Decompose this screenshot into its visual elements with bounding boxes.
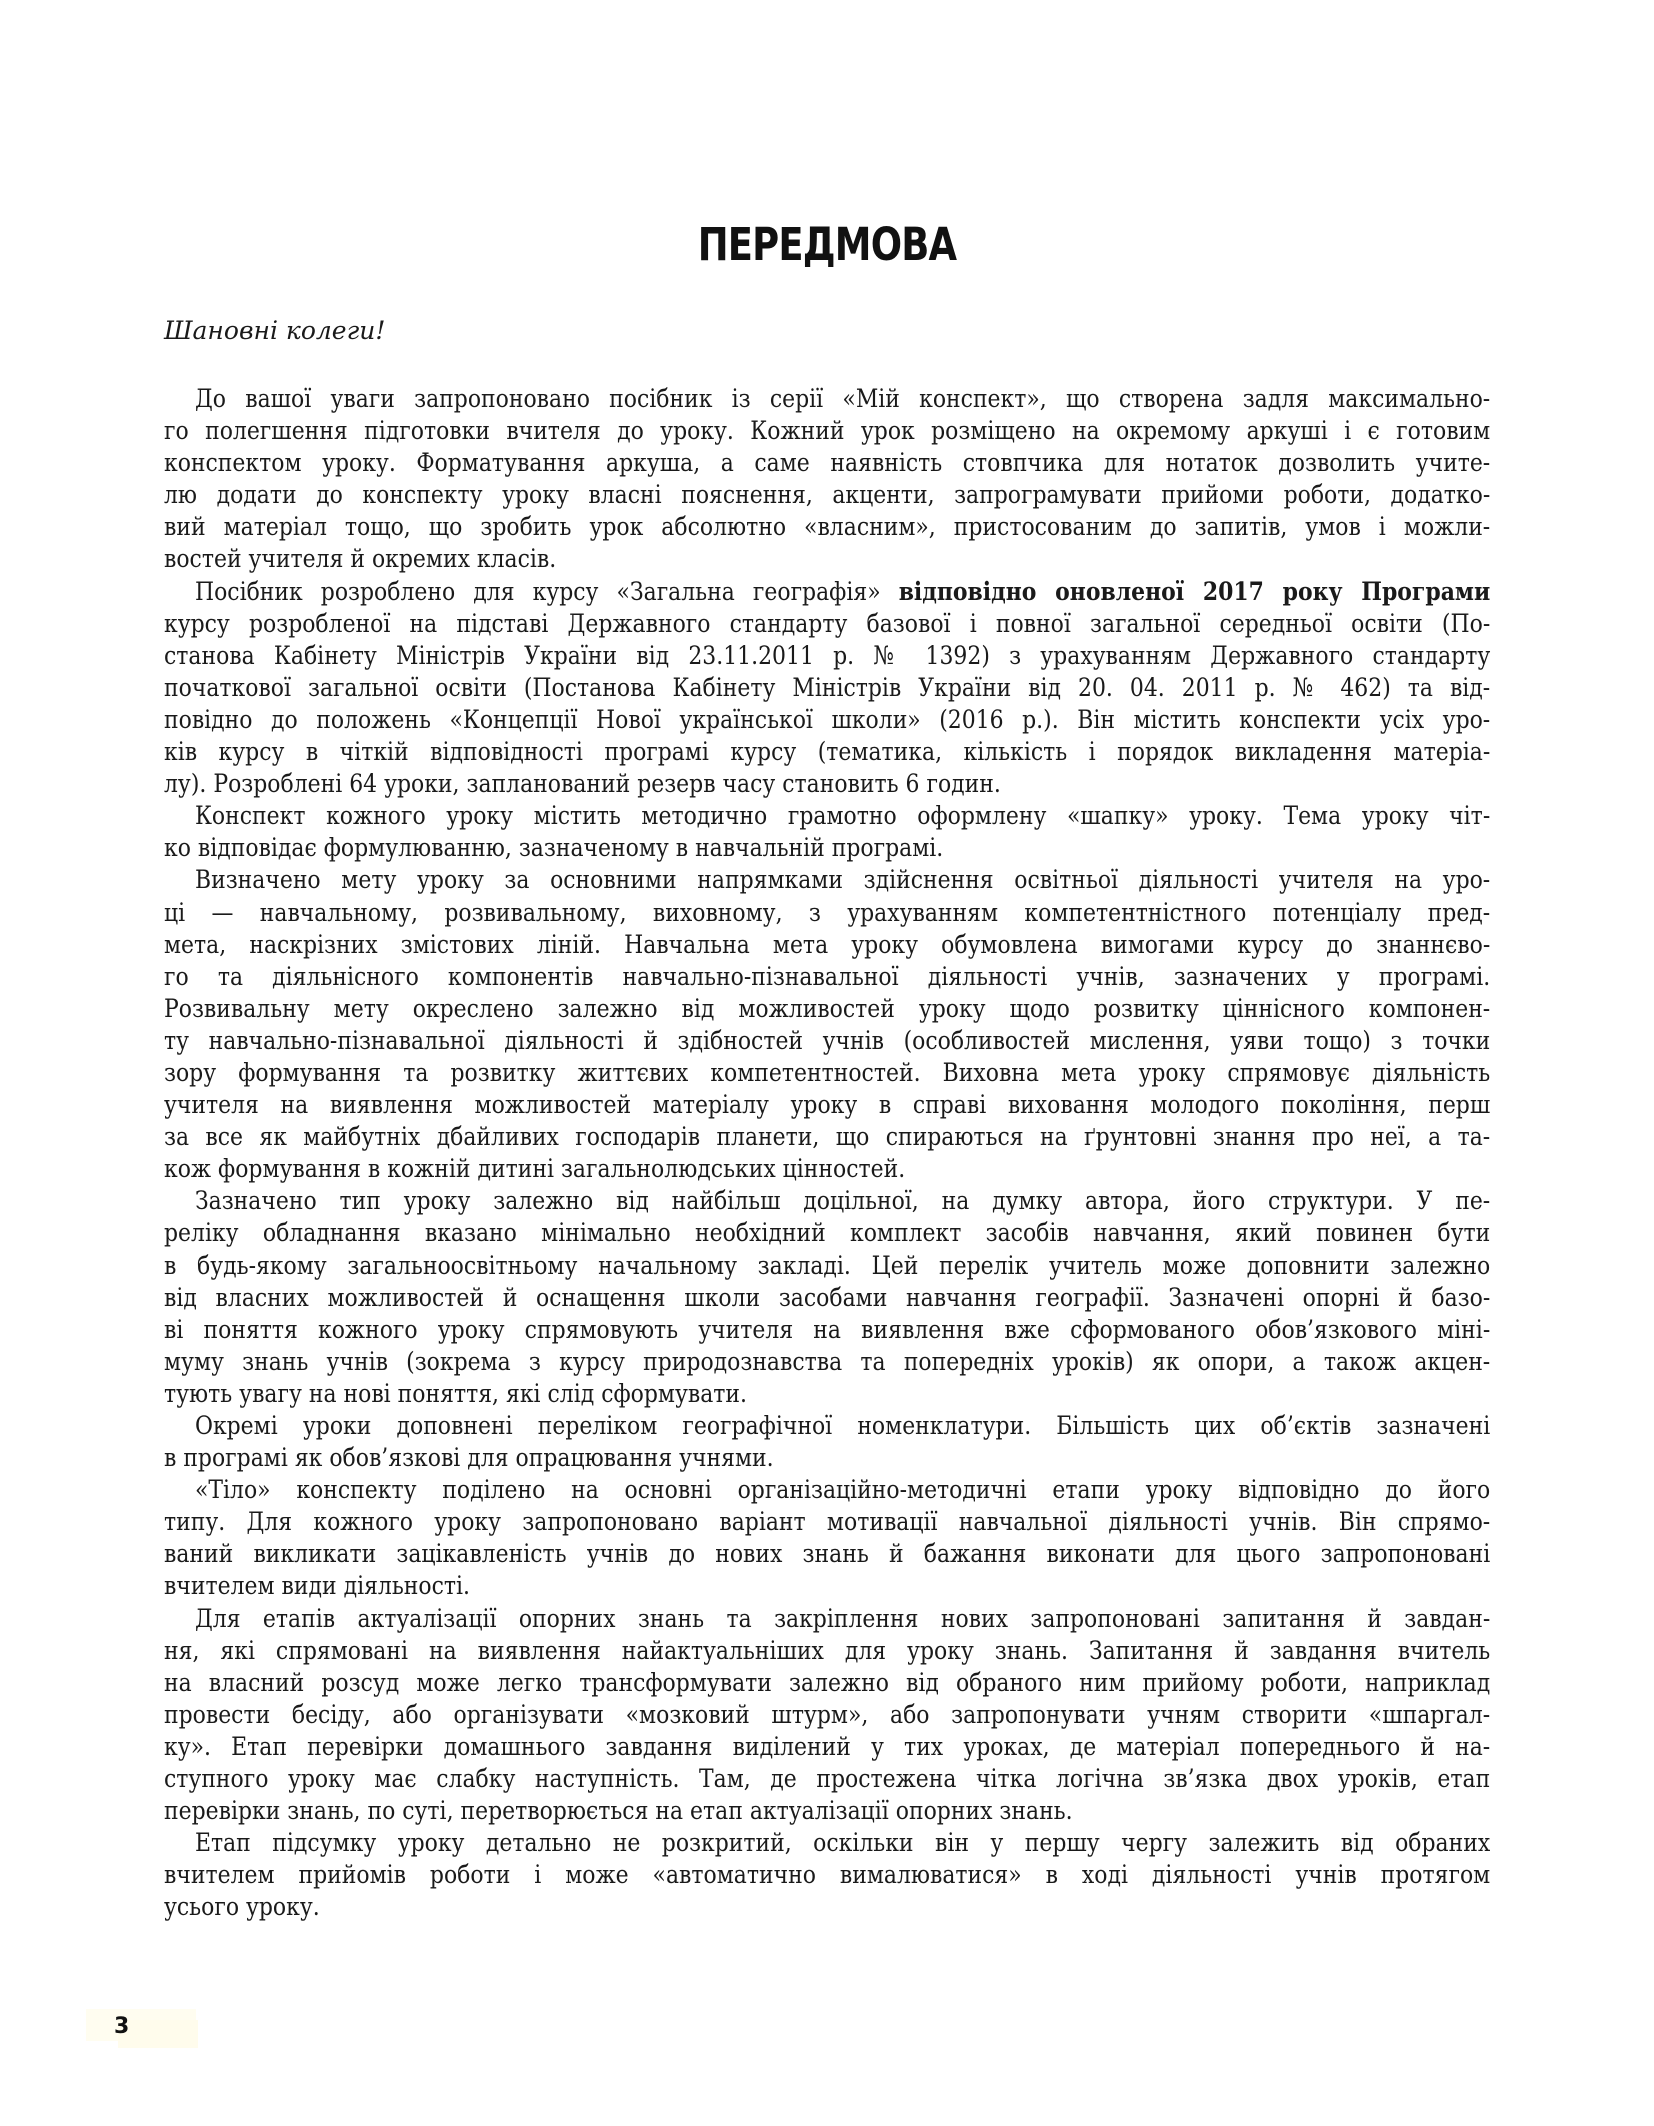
text-line: за все як майбутніх дбайливих господарів планети, що спираються на ґрунтовні знання про неї, а та- [164,1122,1491,1153]
text-line: ту навчально-пізнавальної діяльності й здібностей учнів (особливостей мислення, уяви тощо) з точки [164,1025,1491,1056]
text-line: «Тіло» конспекту поділено на основні організаційно-методичні етапи уроку відповідно до його [194,1475,1491,1506]
text-line: Окремі уроки доповнені переліком географічної номенклатури. Більшість цих об’єктів зазначені [194,1411,1491,1441]
text-line: станова Кабінету Міністрів України від 23.11.2011 р. № 1392) з урахуванням Державного стандарту [164,640,1491,671]
text-line: ваний викликати зацікавленість учнів до нових знань й бажання виконати для цього запропоновані [164,1539,1491,1570]
text-line: Зазначено тип уроку залежно від найбільш доцільної, на думку автора, його структури. У пе- [194,1186,1491,1217]
text-line: ку». Етап перевірки домашнього завдання виділений у тих уроках, де матеріал попереднього й на- [164,1731,1491,1762]
paragraph [164,576,1490,801]
text-line: ві поняття кожного уроку спрямовують учителя на виявлення вже сформованого обов’язкового міні- [164,1314,1491,1345]
text-line: лю додати до конспекту уроку власні пояснення, акценти, запрограмувати прийоми роботи, додатко- [164,480,1491,511]
text-line: ступного уроку має слабку наступність. Там, де простежена чітка логічна зв’язка двох уроків, етап [164,1764,1491,1795]
text-line: початкової загальної освіти (Постанова Кабінету Міністрів України від 20. 04. 2011 р. № 462) та від- [164,672,1491,703]
text-line: го та діяльнісного компонентів навчально-пізнавальної діяльності учнів, зазначених у програмі. [164,961,1491,992]
text-line: Етап підсумку уроку детально не розкритий, оскільки він у першу чергу залежить від обраних [194,1828,1491,1859]
paragraph [164,1603,1490,1828]
text-line: типу. Для кожного уроку запропоновано варіант мотивації навчальної діяльності учнів. Він спрямо- [164,1507,1491,1538]
text-line: курсу розробленої на підставі Державного стандарту базової і повної загальної середньої освіти (По- [164,608,1491,639]
paragraph [164,1185,1490,1410]
text-line: ня, які спрямовані на виявлення найактуальніших для уроку знань. Запитання й завдання вчитель [164,1635,1491,1666]
text-line: вчителем види діяльності. [164,1571,471,1602]
paragraph [164,383,1490,576]
paragraph [164,800,1490,864]
text-line: вий матеріал тощо, що зробить урок абсолютно «власним», пристосованим до запитів, умов і можли- [164,512,1491,543]
text-line: Конспект кожного уроку містить методично грамотно оформлену «шапку» уроку. Тема уроку чіт- [194,801,1491,832]
text-line: лу). Розроблені 64 уроки, запланований резерв часу становить 6 годин. [164,769,1001,800]
text-line: в будь-якому загальноосвітньому начальному закладі. Цей перелік учитель може доповнити залежно [164,1250,1491,1281]
text-line: в програмі як обов’язкові для опрацювання учнями. [164,1443,774,1474]
text-line: учителя на виявлення можливостей матеріалу уроку в справі виховання молодого покоління, перш [164,1090,1491,1121]
text-line: тують увагу на нові поняття, які слід сформувати. [164,1378,747,1409]
text-line: Розвивальну мету окреслено залежно від можливостей уроку щодо розвитку ціннісного компонен- [164,993,1491,1024]
paragraph [164,1410,1490,1474]
text-line: на власний розсуд може легко трансформувати залежно від обраного ним прийому роботи, наприклад [164,1667,1491,1698]
text-line: ків курсу в чіткій відповідності програмі курсу (тематика, кількість і порядок викладення матеріа- [164,737,1491,768]
bold-text-run: відповідно оновленої 2017 року Програми [898,576,1491,607]
text-line: го полегшення підготовки вчителя до уроку. Кожний урок розміщено на окремому аркуші і є готовим [164,416,1491,447]
text-line: повідно до положень «Концепції Нової української школи» (2016 р.). Він містить конспекти усіх уро- [164,704,1491,735]
page-title: ПЕРЕДМОВА [697,218,957,271]
text-line: перевірки знань, по суті, перетворюється на етап актуалізації опорних знань. [164,1796,1073,1827]
text-line: ко відповідає формулюванню, зазначеному в навчальній програмі. [164,833,944,864]
page-number: 3 [114,2014,130,2039]
greeting: Шановні колеги! [164,316,386,345]
text-line: мета, наскрізних змістових ліній. Навчальна мета уроку обумовлена вимогами курсу до знаннєво- [164,929,1491,960]
text-line: провести бесіду, або організувати «мозковий штурм», або запропонувати учням створити «шпаргал- [164,1699,1491,1730]
text-line: Для етапів актуалізації опорних знань та закріплення нових запропоновані запитання й завдан- [194,1603,1491,1634]
preface-body [164,383,1490,1924]
text-line: від власних можливостей й оснащення школи засобами навчання географії. Зазначені опорні й базо- [164,1282,1491,1313]
text-line: Визначено мету уроку за основними напрямками здійснення освітньої діяльності учителя на уро- [194,865,1491,896]
paragraph [164,1474,1490,1602]
text-line: востей учителя й окремих класів. [164,544,557,575]
text-line: кож формування в кожній дитині загальнолюдських цінностей. [164,1154,906,1185]
text-line: ці — навчальному, розвивальному, виховному, з урахуванням компетентністного потенціалу пред- [164,897,1491,928]
text-line: зору формування та розвитку життєвих компетентностей. Виховна мета уроку спрямовує діяльність [164,1057,1491,1088]
text-line: конспектом уроку. Форматування аркуша, а саме наявність стовпчика для нотаток дозволить учите- [164,448,1491,479]
text-line: вчителем прийомів роботи і може «автоматично вималюватися» в ході діяльності учнів протягом [164,1860,1491,1891]
text-run: Посібник розроблено для курсу «Загальна географія» [194,576,899,607]
text-line [164,576,1490,608]
text-line: усього уроку. [164,1892,320,1923]
paragraph [164,1827,1490,1923]
page-number-background [118,2020,198,2048]
paragraph [164,864,1490,1185]
text-line: реліку обладнання вказано мінімально необхідний комплект засобів навчання, який повинен бути [164,1218,1491,1249]
text-line: муму знань учнів (зокрема з курсу природознавства та попередніх уроків) як опори, а також акцен- [164,1346,1491,1377]
text-line: До вашої уваги запропоновано посібник із серії «Мій конспект», що створена задля максимально- [194,384,1491,414]
